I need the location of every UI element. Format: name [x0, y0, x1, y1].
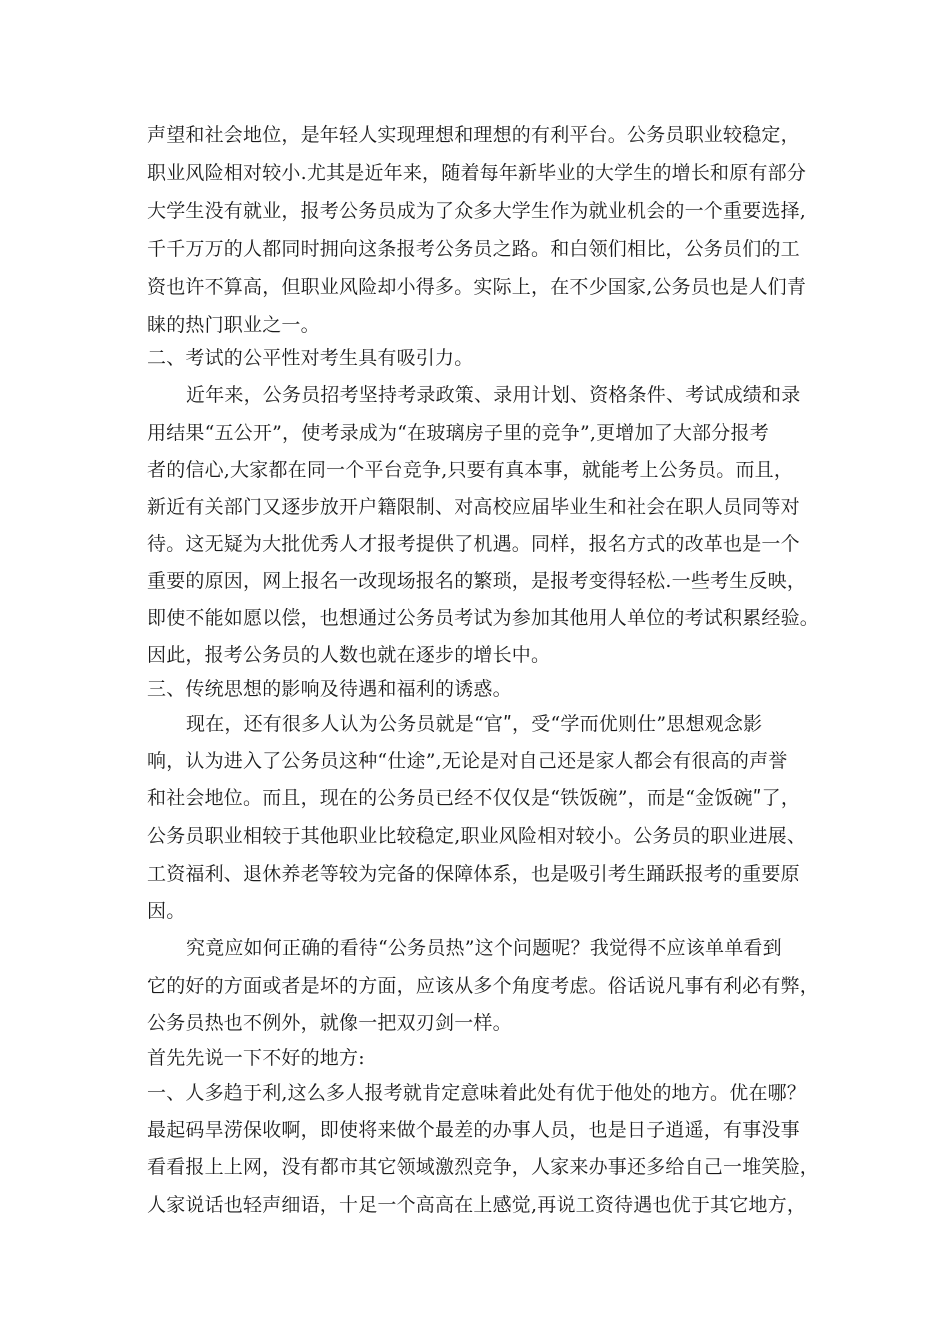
text-line: 它的好的方面或者是坏的方面，应该从多个角度考虑。俗话说凡事有利必有弊，: [147, 975, 820, 997]
text-line: 因此，报考公务员的人数也就在逐步的增长中。: [147, 644, 551, 666]
text-line: 最起码旱涝保收啊，即使将来做个最差的办事人员，也是日子逍遥，有事没事: [147, 1119, 800, 1141]
text-line: 因。: [147, 900, 186, 922]
section-heading: 二、考试的公平性对考生具有吸引力。: [147, 347, 474, 369]
text-line: 千千万万的人都同时拥向这条报考公务员之路。和白领们相比，公务员们的工: [147, 238, 800, 260]
text-line: 人家说话也轻声细语，十足一个高高在上感觉,再说工资待遇也优于其它地方，: [147, 1194, 807, 1216]
text-line: 公务员热也不例外，就像一把双刃剑一样。: [147, 1012, 512, 1034]
text-line: 看看报上上网，没有都市其它领域激烈竞争，人家来办事还多给自己一堆笑脸，: [147, 1156, 820, 1178]
text-line: 近年来，公务员招考坚持考录政策、录用计划、资格条件、考试成绩和录: [186, 384, 801, 406]
text-line: 即使不能如愿以偿，也想通过公务员考试为参加其他用人单位的考试积累经验。: [147, 607, 820, 629]
text-line: 现在，还有很多人认为公务员就是“官ʺ，受“学而优则仕”思想观念影: [186, 713, 763, 735]
text-line: 声望和社会地位，是年轻人实现理想和理想的有利平台。公务员职业较稳定，: [147, 124, 800, 146]
text-line: 首先先说一下不好的地方:: [147, 1047, 365, 1069]
text-line: 睐的热门职业之一。: [147, 314, 320, 336]
text-line: 新近有关部门又逐步放开户籍限制、对高校应届毕业生和社会在职人员同等对: [147, 496, 800, 518]
text-line: 公务员职业相较于其他职业比较稳定,职业风险相对较小。公务员的职业进展、: [147, 825, 807, 847]
text-line: 待。这无疑为大批优秀人才报考提供了机遇。同样，报名方式的改革也是一个: [147, 533, 800, 555]
text-line: 究竟应如何正确的看待“公务员热”这个问题呢？我觉得不应该单单看到: [186, 937, 782, 959]
text-line: 大学生没有就业，报考公务员成为了众多大学生作为就业机会的一个重要选择,: [147, 200, 807, 222]
text-line: 响，认为进入了公务员这种“仕途”,无论是对自己还是家人都会有很高的声誉: [147, 750, 788, 772]
text-line: 工资福利、退休养老等较为完备的保障体系，也是吸引考生踊跃报考的重要原: [147, 863, 800, 885]
text-line: 资也许不算高，但职业风险却小得多。实际上，在不少国家,公务员也是人们青: [147, 276, 807, 298]
text-line: 重要的原因，网上报名一改现场报名的繁琐，是报考变得轻松.一些考生反映，: [147, 570, 807, 592]
text-line: 者的信心,大家都在同一个平台竞争,只要有真本事，就能考上公务员。而且，: [147, 459, 794, 481]
text-line: 和社会地位。而且，现在的公务员已经不仅仅是“铁饭碗”，而是“金饭碗ʺ了，: [147, 787, 801, 809]
text-line: 一、人多趋于利,这么多人报考就肯定意味着此处有优于他处的地方。优在哪？: [147, 1082, 807, 1104]
text-line: 用结果“五公开”，使考录成为“在玻璃房子里的竞争”,更增加了大部分报考: [147, 422, 769, 444]
section-heading: 三、传统思想的影响及待遇和福利的诱惑。: [147, 678, 512, 700]
text-line: 职业风险相对较小.尤其是近年来，随着每年新毕业的大学生的增长和原有部分: [147, 162, 807, 184]
